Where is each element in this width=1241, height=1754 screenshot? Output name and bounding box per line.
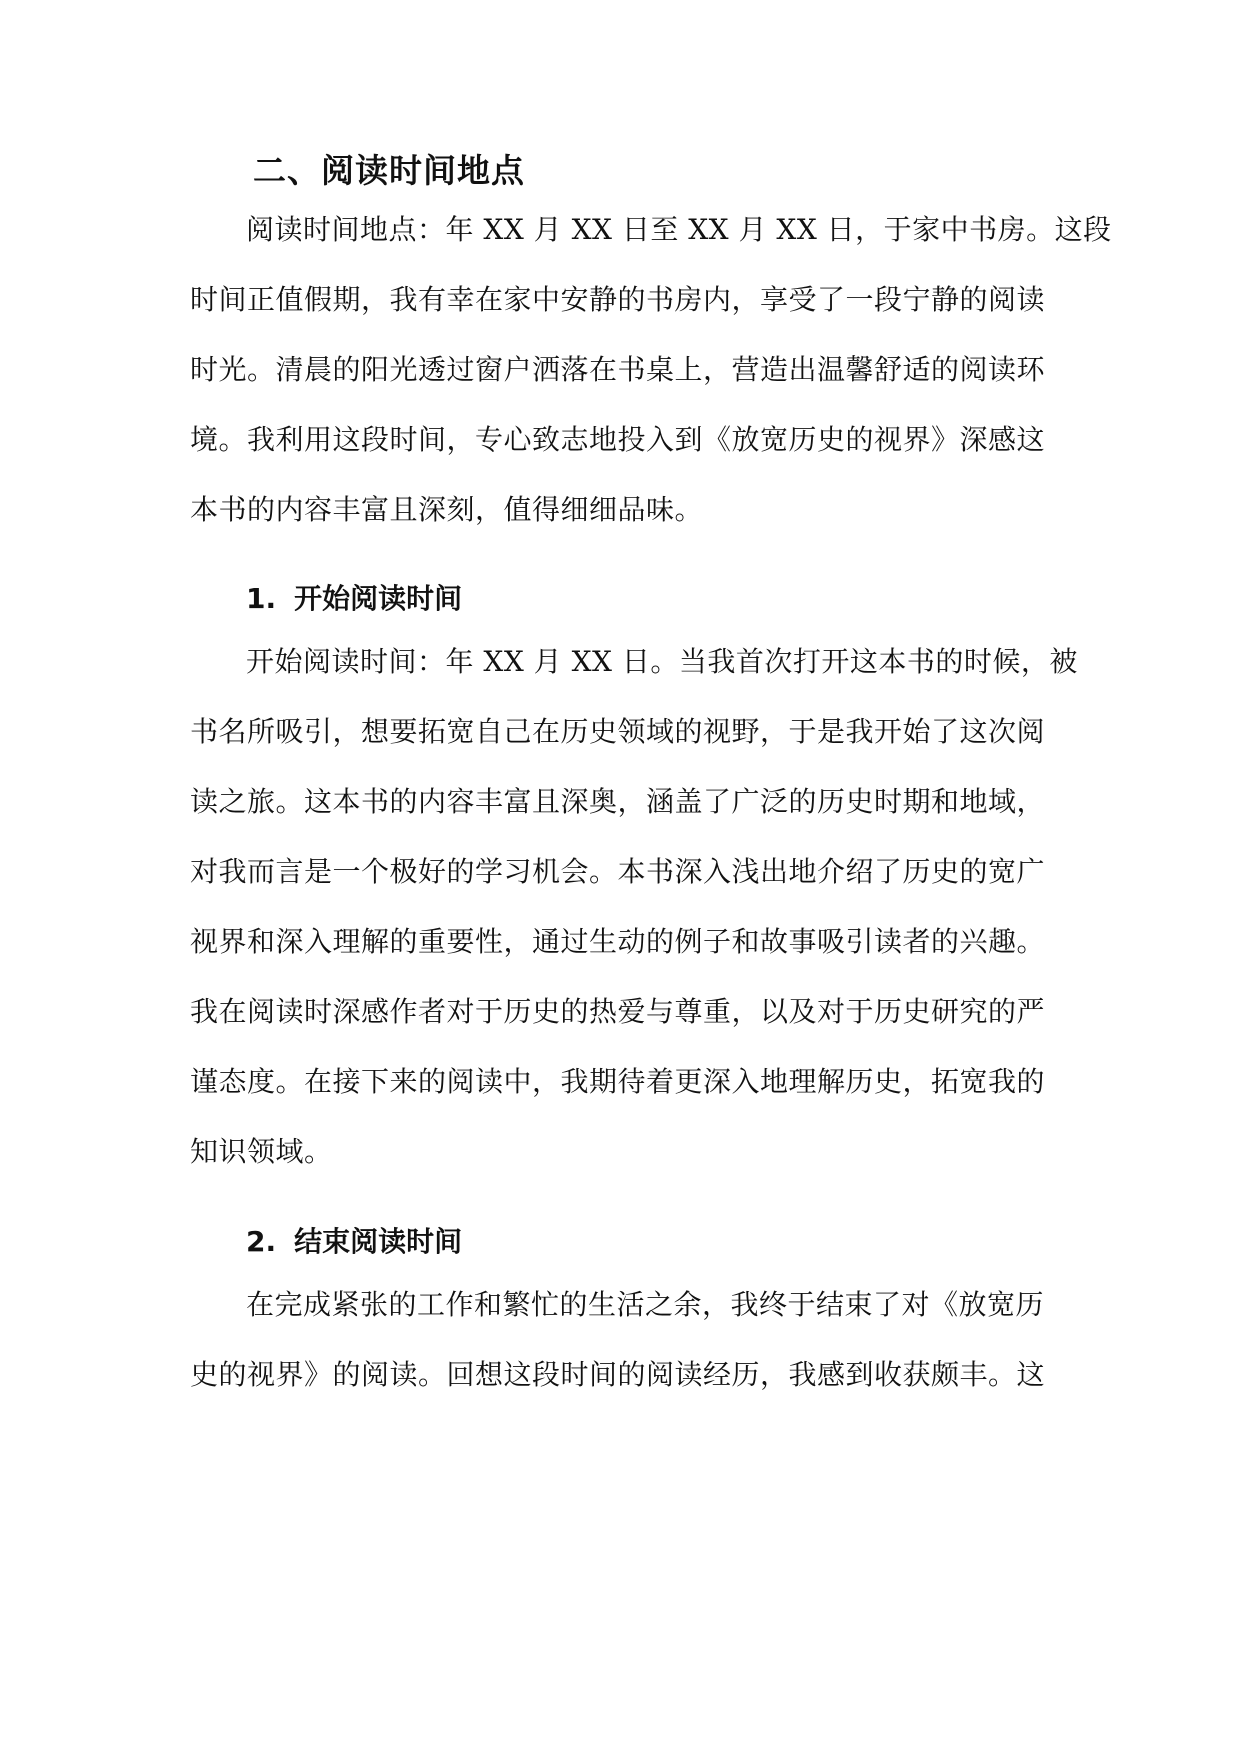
paragraph-line: 阅读时间地点：年 XX 月 XX 日至 XX 月 XX 日，于家中书房。这段: [246, 213, 1112, 246]
paragraph-line: 开始阅读时间：年 XX 月 XX 日。当我首次打开这本书的时候，被: [246, 645, 1078, 678]
paragraph-line: 谨态度。在接下来的阅读中，我期待着更深入地理解历史，拓宽我的: [190, 1065, 1046, 1098]
paragraph-line: 在完成紧张的工作和繁忙的生活之余，我终于结束了对《放宽历: [246, 1288, 1045, 1321]
subsection-title: 开始阅读时间: [294, 582, 463, 615]
paragraph-line: 我在阅读时深感作者对于历史的热爱与尊重，以及对于历史研究的严: [190, 995, 1046, 1028]
paragraph-line: 境。我利用这段时间，专心致志地投入到《放宽历史的视界》深感这: [190, 423, 1046, 456]
paragraph-line: 书名所吸引，想要拓宽自己在历史领域的视野，于是我开始了这次阅: [190, 715, 1046, 748]
section-heading: 二、阅读时间地点: [253, 151, 525, 190]
paragraph-line: 知识领域。: [190, 1135, 333, 1168]
subsection-number: 2.: [246, 1225, 277, 1258]
paragraph-line: 读之旅。这本书的内容丰富且深奥，涵盖了广泛的历史时期和地域，: [190, 785, 1046, 818]
paragraph-line: 时间正值假期，我有幸在家中安静的书房内，享受了一段宁静的阅读: [190, 283, 1046, 316]
paragraph-line: 时光。清晨的阳光透过窗户洒落在书桌上，营造出温馨舒适的阅读环: [190, 353, 1046, 386]
subsection-title: 结束阅读时间: [294, 1225, 463, 1258]
paragraph-line: 对我而言是一个极好的学习机会。本书深入浅出地介绍了历史的宽广: [190, 855, 1046, 888]
paragraph-line: 视界和深入理解的重要性，通过生动的例子和故事吸引读者的兴趣。: [190, 925, 1046, 958]
paragraph-line: 本书的内容丰富且深刻，值得细细品味。: [190, 493, 704, 526]
paragraph-line: 史的视界》的阅读。回想这段时间的阅读经历，我感到收获颇丰。这: [190, 1358, 1046, 1391]
subsection-heading-end: [246, 1220, 462, 1264]
subsection-heading-start: [246, 577, 462, 621]
subsection-number: 1.: [246, 582, 277, 615]
